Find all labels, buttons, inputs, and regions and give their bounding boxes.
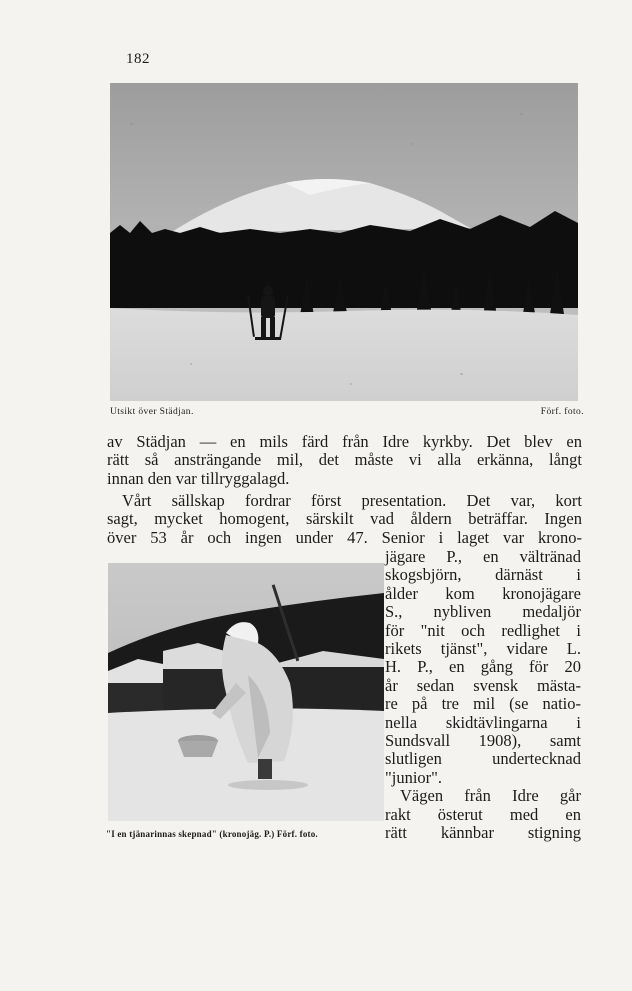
text-line: ålder kom kronojägare: [385, 583, 581, 603]
text-line: jägare P., en vältränad: [385, 547, 581, 566]
figure1-credit: Förf. foto.: [540, 407, 584, 417]
text-line: sagt, mycket homogent, särskilt vad åldern beträffar. Ingen: [107, 509, 582, 529]
photo-stadjan-illustration: [110, 83, 578, 401]
text-line: H. P., en gång för 20: [385, 657, 581, 677]
text-line: S., nybliven medaljör: [385, 602, 581, 622]
text-line: av Städjan — en mils färd från Idre kyrkby. Det blev en: [107, 432, 582, 451]
text-line: rakt österut med en: [385, 804, 581, 824]
paragraph-2-narrow: [385, 548, 581, 843]
photo-tjanarinna: [108, 563, 384, 821]
figure2-caption: "I en tjänarinnas skepnad" (kronojäg. P.) Förf. foto.: [106, 829, 318, 839]
paragraph-1: [107, 433, 582, 488]
photo-tjanarinna-illustration: [108, 563, 384, 821]
text-line: för "nit och redlighet i: [385, 620, 581, 640]
text-line: Sundsvall 1908), samt: [385, 731, 581, 751]
text-line: över 53 år och ingen under 47. Senior i laget var krono-: [107, 527, 582, 547]
photo-stadjan-view: [110, 83, 578, 401]
text-line: "junior".: [385, 767, 443, 787]
text-line: rätt kännbar stigning: [385, 823, 581, 843]
text-line: rikets tjänst", vidare L.: [385, 639, 581, 659]
figure1-caption: Utsikt över Städjan.: [110, 407, 194, 417]
paragraph-2-wide: [107, 492, 582, 547]
text-line: slutligen undertecknad: [385, 749, 581, 769]
text-line: rätt så ansträngande mil, det måste vi alla erkänna, långt: [107, 450, 582, 470]
text-line: re på tre mil (se natio-: [385, 694, 581, 714]
text-line: Vårt sällskap fordrar först presentation. Det var, kort: [122, 491, 582, 510]
text-line: nella skidtävlingarna i: [385, 712, 581, 732]
text-line: år sedan svensk mästa-: [385, 675, 581, 695]
text-line: skogsbjörn, därnäst i: [385, 565, 581, 585]
text-line: innan den var tillryggalagd.: [107, 468, 290, 488]
page-number: 182: [126, 51, 150, 67]
text-line: Vägen från Idre går: [400, 786, 581, 806]
